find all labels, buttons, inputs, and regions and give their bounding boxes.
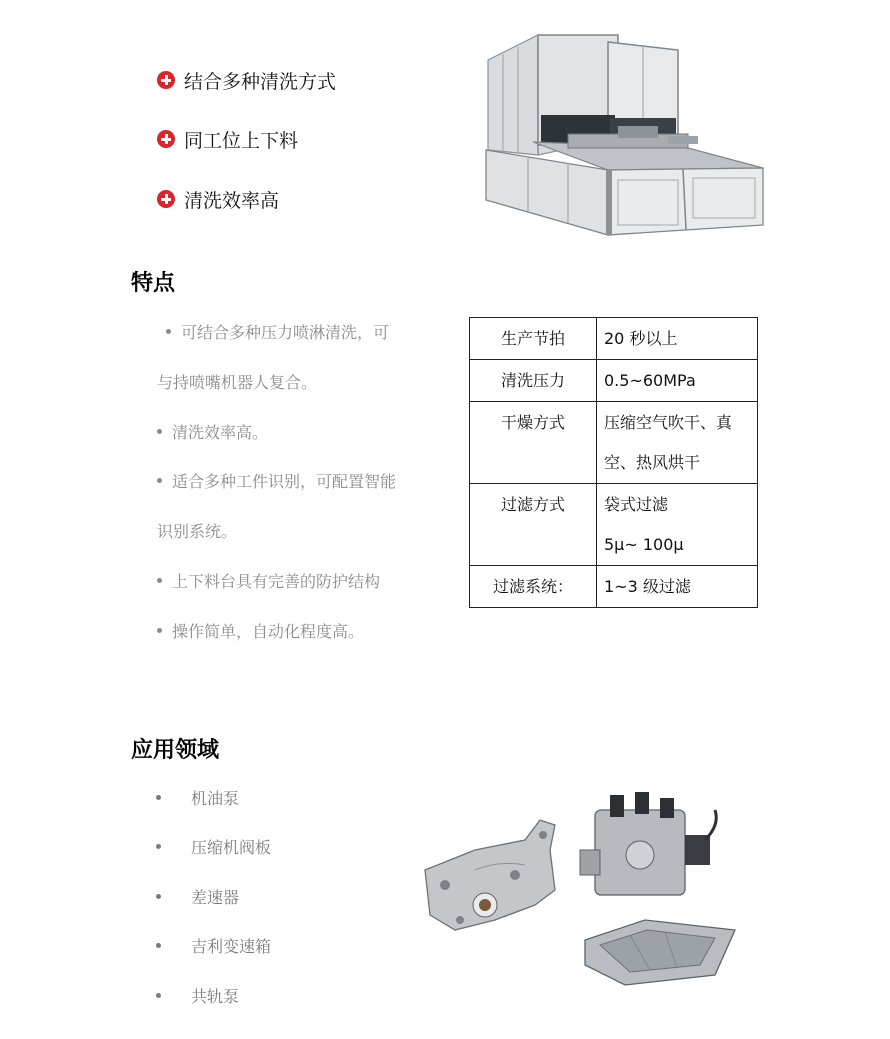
cleaning-machine-image <box>478 30 768 240</box>
spec-value: 0.5~60MPa <box>597 360 758 402</box>
feature-line <box>166 320 389 343</box>
feature-line <box>157 519 237 542</box>
feature-line <box>157 469 396 492</box>
table-row <box>470 360 758 402</box>
list-item <box>156 933 271 957</box>
feature-text: 与持喷嘴机器人复合。 <box>157 373 318 392</box>
oil-pan-illustration <box>585 920 735 985</box>
table-row <box>470 318 758 360</box>
spec-key: 过滤系统： <box>470 566 597 608</box>
feature-line <box>157 370 317 393</box>
highlight-item <box>157 65 336 95</box>
parts-image <box>415 780 745 990</box>
table-row <box>470 566 758 608</box>
bullet-icon <box>156 993 161 998</box>
application-text: 共轨泵 <box>191 986 240 1006</box>
feature-text: 操作简单，自动化程度高。 <box>172 622 365 641</box>
spec-value: 20 秒以上 <box>597 318 758 360</box>
application-text: 机油泵 <box>191 788 240 808</box>
bullet-icon <box>156 795 161 800</box>
bullet-icon <box>157 578 162 583</box>
highlight-item <box>157 124 298 154</box>
application-text: 差速器 <box>191 887 240 907</box>
oil-pump-illustration <box>425 820 555 930</box>
red-plus-icon <box>157 190 175 208</box>
applications-title: 应用领域 <box>131 738 220 763</box>
bullet-icon <box>156 844 161 849</box>
list-item <box>156 834 271 858</box>
bullet-icon <box>157 429 162 434</box>
application-text: 压缩机阀板 <box>191 837 272 857</box>
highlight-text: 结合多种清洗方式 <box>184 70 337 93</box>
bullet-icon <box>157 478 162 483</box>
list-item <box>156 983 239 1007</box>
table-row <box>470 484 758 566</box>
red-plus-icon <box>157 130 175 148</box>
feature-text: 清洗效率高。 <box>172 423 269 442</box>
highlight-item <box>157 184 279 214</box>
spec-key: 干燥方式 <box>470 402 597 484</box>
feature-line <box>157 619 364 642</box>
features-title: 特点 <box>131 271 176 296</box>
spec-value: 压缩空气吹干、真 空、热风烘干 <box>597 402 758 484</box>
spec-key: 生产节拍 <box>470 318 597 360</box>
feature-text: 识别系统。 <box>157 522 238 541</box>
bullet-icon <box>157 628 162 633</box>
spec-table <box>469 317 758 608</box>
red-plus-icon <box>157 71 175 89</box>
common-rail-pump-illustration <box>580 792 716 895</box>
list-item <box>156 884 239 908</box>
bullet-icon <box>156 943 161 948</box>
table-row <box>470 402 758 484</box>
highlight-text: 同工位上下料 <box>184 129 299 152</box>
feature-text: 适合多种工件识别，可配置智能 <box>172 472 397 491</box>
feature-line <box>157 420 268 443</box>
list-item <box>156 785 239 809</box>
application-text: 吉利变速箱 <box>191 936 272 956</box>
spec-key: 清洗压力 <box>470 360 597 402</box>
highlight-text: 清洗效率高 <box>184 189 280 212</box>
spec-key: 过滤方式 <box>470 484 597 566</box>
bullet-icon <box>156 894 161 899</box>
feature-line <box>157 569 380 592</box>
bullet-icon <box>166 329 171 334</box>
spec-value: 袋式过滤 5μ~ 100μ <box>597 484 758 566</box>
spec-value: 1~3 级过滤 <box>597 566 758 608</box>
feature-text: 可结合多种压力喷淋清洗，可 <box>181 323 390 342</box>
feature-text: 上下料台具有完善的防护结构 <box>172 572 381 591</box>
